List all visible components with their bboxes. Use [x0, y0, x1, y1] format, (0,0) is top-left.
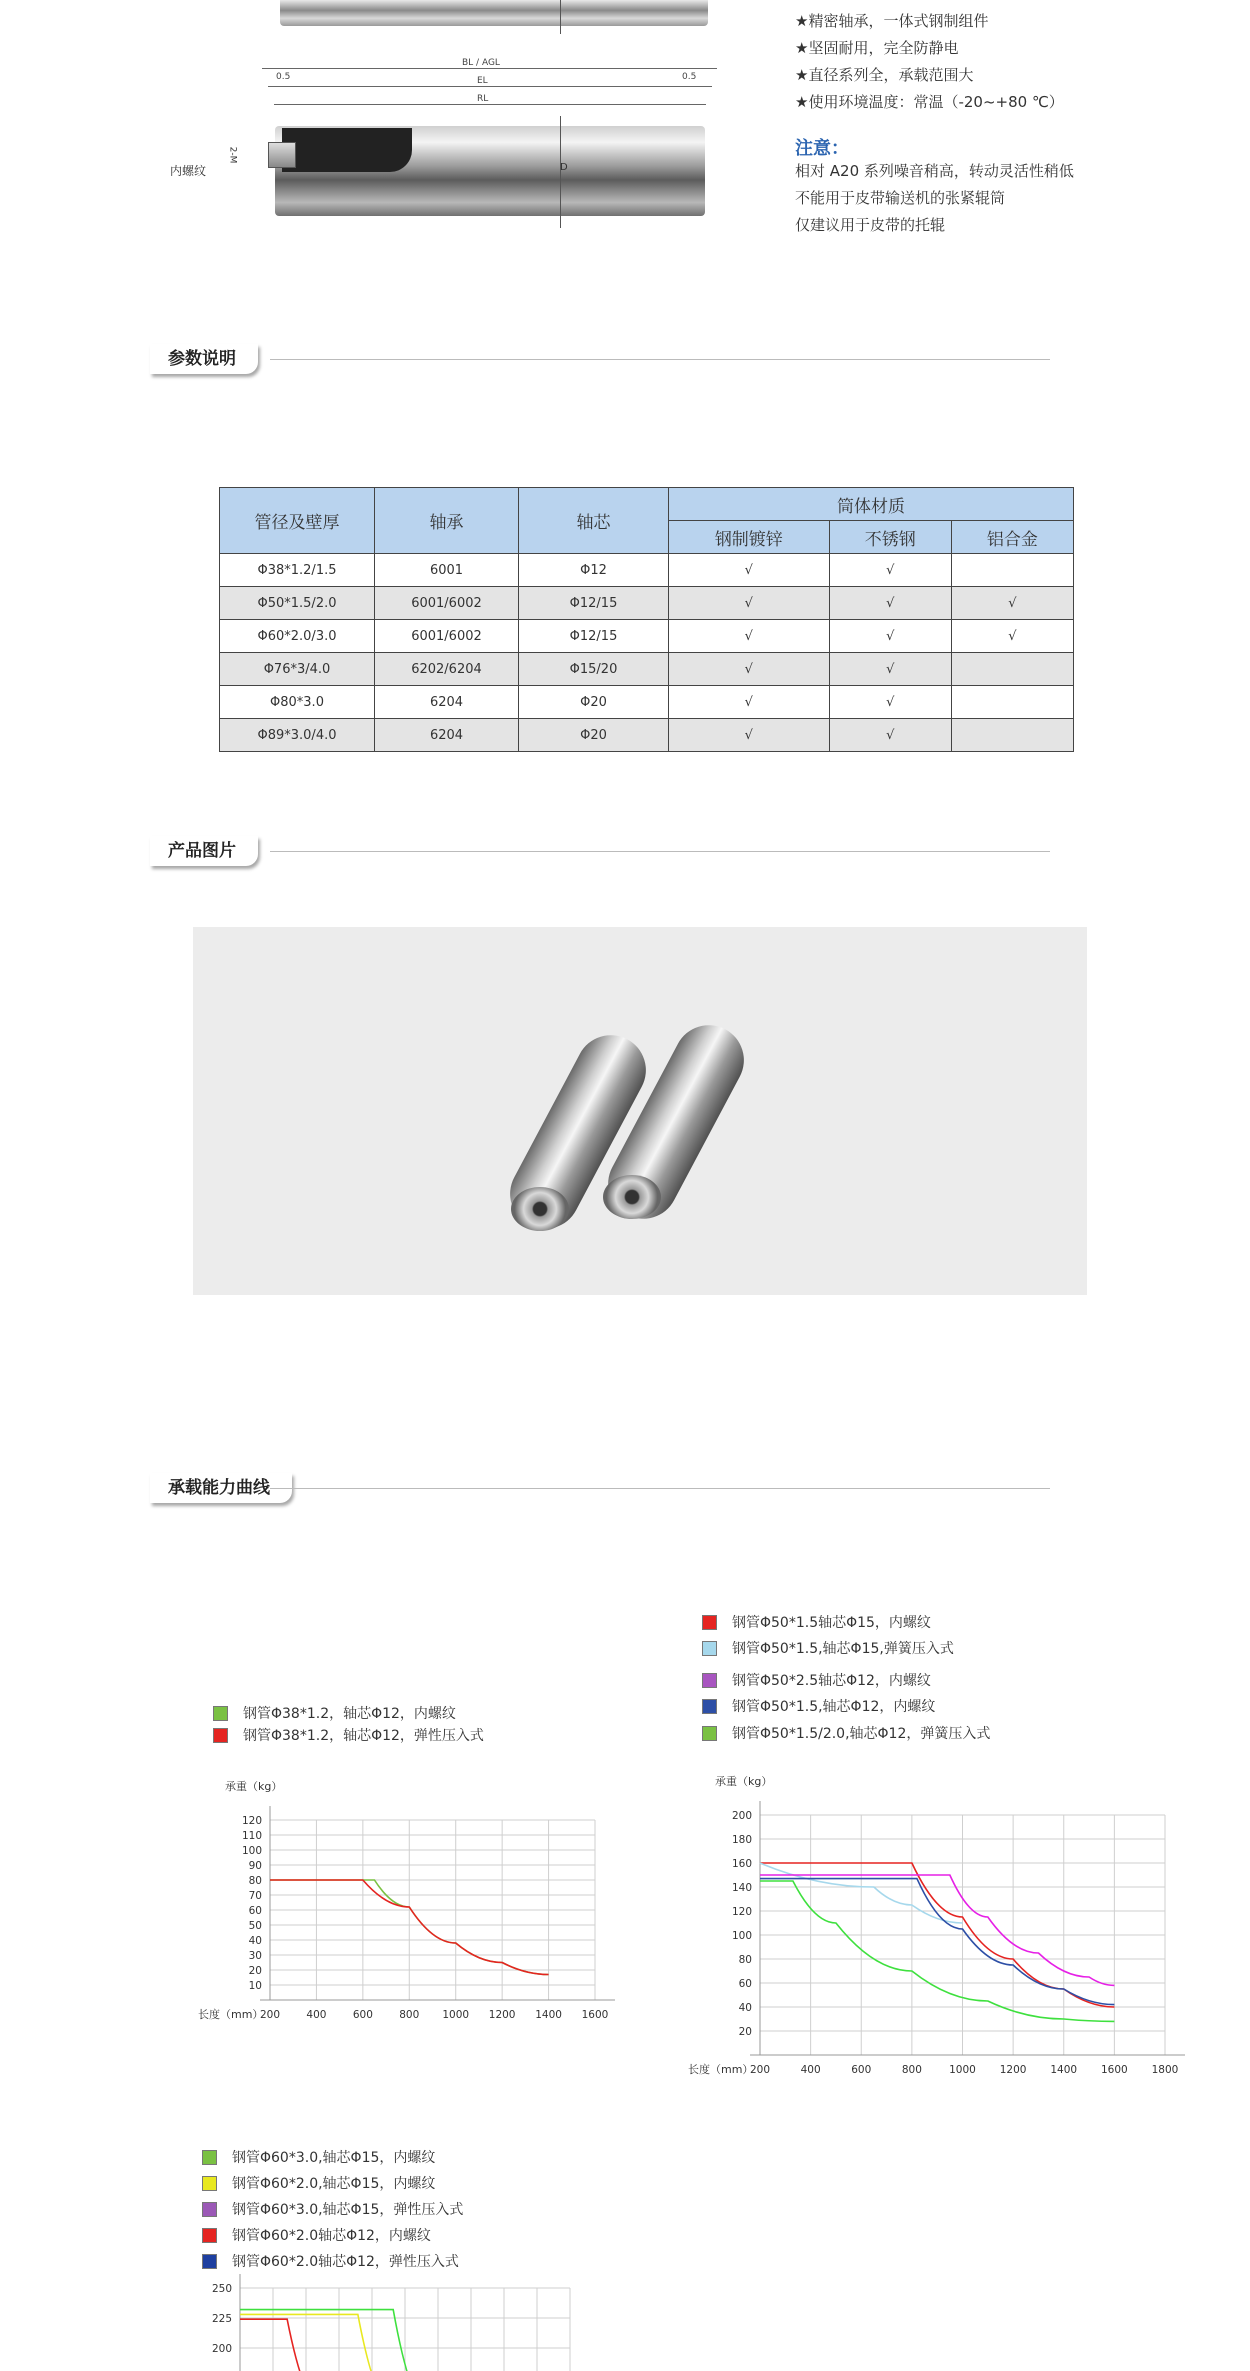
note-line: 不能用于皮带输送机的张紧辊筒 [795, 189, 1006, 207]
legend-label: 钢管Φ60*2.0,轴芯Φ15，内螺纹 [232, 2176, 436, 2192]
x-tick-label: 800 [901, 2064, 922, 2076]
table-cell: Φ12 [519, 554, 669, 587]
legend-swatch [702, 1673, 717, 1688]
chart3 [160, 2266, 590, 2371]
table-cell: Φ38*1.2/1.5 [220, 554, 375, 587]
legend-swatch [702, 1615, 717, 1630]
table-cell: Φ20 [519, 686, 669, 719]
y-tick-label: 80 [738, 1954, 752, 1966]
table-cell: √ [829, 587, 951, 620]
table-cell: 6001 [375, 554, 519, 587]
x-tick-label: 200 [259, 2009, 281, 2021]
legend-swatch [202, 2176, 217, 2191]
table-cell: 6204 [375, 719, 519, 752]
x-tick-label: 1600 [581, 2009, 609, 2021]
feature-list [795, 8, 1064, 116]
y-tick-label: 100 [241, 1845, 262, 1857]
note-title: 注意： [795, 138, 849, 159]
table-cell: Φ89*3.0/4.0 [220, 719, 375, 752]
table-cell: 6001/6002 [375, 620, 519, 653]
table-cell: Φ15/20 [519, 653, 669, 686]
series-line [240, 2319, 323, 2371]
table-cell: √ [669, 587, 830, 620]
spec-table [219, 487, 1074, 752]
y-tick-label: 225 [211, 2313, 232, 2325]
section-divider [270, 359, 1050, 360]
dim-right-offset: 0.5 [682, 72, 697, 82]
table-cell: Φ80*3.0 [220, 686, 375, 719]
legend-label: 钢管Φ38*1.2，轴芯Φ12，内螺纹 [243, 1706, 456, 1722]
table-cell: √ [669, 686, 830, 719]
table-cell: 6202/6204 [375, 653, 519, 686]
table-cell [951, 653, 1073, 686]
legend-label: 钢管Φ38*1.2，轴芯Φ12，弹性压入式 [243, 1728, 484, 1744]
x-tick-label: 1400 [535, 2009, 562, 2021]
x-tick-label: 1000 [949, 2064, 976, 2076]
table-cell: 6204 [375, 686, 519, 719]
table-row [220, 620, 1074, 653]
feature-item: ★坚固耐用，完全防静电 [795, 39, 959, 57]
legend-swatch [702, 1641, 717, 1656]
table-row [220, 587, 1074, 620]
table-cell: √ [829, 554, 951, 587]
table-cell: √ [829, 686, 951, 719]
series-line [760, 1879, 1114, 2005]
table-cell: √ [829, 620, 951, 653]
roller-section-cut [282, 128, 412, 172]
legend-label: 钢管Φ50*1.5/2.0,轴芯Φ12，弹簧压入式 [732, 1726, 991, 1742]
x-tick-label: 1800 [1151, 2064, 1179, 2076]
table-row [220, 554, 1074, 587]
table-cell [951, 719, 1073, 752]
table-cell: √ [669, 554, 830, 587]
note-body [795, 158, 1074, 239]
x-axis-label: 长度（mm） [688, 2063, 754, 2076]
y-tick-label: 50 [248, 1920, 262, 1932]
table-cell: Φ76*3/4.0 [220, 653, 375, 686]
section-title: 产品图片 [150, 836, 258, 866]
table-row [220, 719, 1074, 752]
y-tick-label: 20 [738, 2026, 752, 2038]
y-tick-label: 40 [248, 1935, 262, 1947]
legend-swatch [202, 2150, 217, 2165]
x-tick-label: 600 [352, 2009, 373, 2021]
dimension-drawing [262, 56, 722, 126]
y-tick-label: 160 [731, 1858, 752, 1870]
y-tick-label: 30 [248, 1950, 262, 1962]
x-tick-label: 400 [306, 2009, 327, 2021]
legend-swatch [702, 1699, 717, 1714]
table-cell: 6001/6002 [375, 587, 519, 620]
table-cell: √ [829, 653, 951, 686]
table-cell: Φ12/15 [519, 587, 669, 620]
y-tick-label: 140 [731, 1882, 752, 1894]
section-divider [270, 851, 1050, 852]
y-tick-label: 60 [738, 1978, 752, 1990]
x-tick-label: 400 [800, 2064, 821, 2076]
y-tick-label: 40 [738, 2002, 752, 2014]
chart2 [680, 1760, 1179, 2076]
x-tick-label: 200 [749, 2064, 771, 2076]
header-material: 筒体材质 [669, 488, 1074, 521]
legend-label: 钢管Φ60*2.0轴芯Φ12，弹性压入式 [232, 2254, 459, 2270]
thread-label: 内螺纹 [170, 164, 207, 178]
x-tick-label: 1600 [1101, 2064, 1128, 2076]
header-aluminum: 铝合金 [951, 521, 1073, 554]
legend-label: 钢管Φ60*3.0,轴芯Φ15，内螺纹 [232, 2150, 436, 2166]
header-shaft: 轴芯 [519, 488, 669, 554]
y-tick-label: 120 [241, 1815, 262, 1827]
dim-rl: RL [477, 94, 489, 104]
table-cell: √ [669, 719, 830, 752]
legend-label: 钢管Φ50*1.5轴芯Φ15，内螺纹 [732, 1615, 931, 1631]
roller-drawing-top [280, 0, 708, 26]
header-stainless: 不锈钢 [829, 521, 951, 554]
y-tick-label: 10 [248, 1980, 262, 1992]
legend-label: 钢管Φ50*2.5轴芯Φ12，内螺纹 [732, 1673, 931, 1689]
dim-el: EL [477, 76, 488, 86]
y-tick-label: 200 [211, 2343, 232, 2355]
legend-swatch [702, 1726, 717, 1741]
legend-swatch [213, 1728, 228, 1743]
table-cell: √ [951, 587, 1073, 620]
y-tick-label: 250 [211, 2283, 232, 2295]
section-title: 承载能力曲线 [150, 1473, 292, 1503]
series-line [760, 1881, 1114, 2021]
chart1 [190, 1765, 640, 2065]
x-tick-label: 600 [851, 2064, 872, 2076]
chart2-legend [702, 1612, 1122, 1742]
x-tick-label: 1200 [999, 2064, 1027, 2076]
section-divider [270, 1488, 1050, 1489]
table-cell: Φ50*1.5/2.0 [220, 587, 375, 620]
chart3-legend [202, 2147, 562, 2277]
note-line: 相对 A20 系列噪音稍高，转动灵活性稍低 [795, 162, 1074, 180]
table-cell: Φ20 [519, 719, 669, 752]
table-cell: Φ60*2.0/3.0 [220, 620, 375, 653]
note-line: 仅建议用于皮带的托辊 [795, 216, 946, 234]
y-tick-label: 80 [248, 1875, 262, 1887]
roller-shaft [268, 142, 296, 168]
roller-end-right [603, 1175, 661, 1219]
legend-swatch [202, 2202, 217, 2217]
table-cell: √ [669, 620, 830, 653]
roller-axis-line-top [560, 0, 561, 34]
y-tick-label: 180 [731, 1834, 752, 1846]
x-axis-label: 长度（mm） [198, 2008, 264, 2021]
table-row [220, 686, 1074, 719]
table-row [220, 653, 1074, 686]
section-title: 参数说明 [150, 344, 258, 374]
legend-label: 钢管Φ60*3.0,轴芯Φ15，弹性压入式 [232, 2202, 464, 2218]
y-tick-label: 110 [241, 1830, 262, 1842]
table-cell: Φ12/15 [519, 620, 669, 653]
y-axis-label: 承重（kg） [225, 1780, 283, 1793]
legend-swatch [202, 2228, 217, 2243]
chart1-legend [213, 1703, 573, 1753]
header-pipe: 管径及壁厚 [220, 488, 375, 554]
y-tick-label: 60 [248, 1905, 262, 1917]
x-tick-label: 1400 [1050, 2064, 1078, 2076]
x-tick-label: 1200 [488, 2009, 516, 2021]
table-cell [951, 554, 1073, 587]
feature-item: ★精密轴承，一体式钢制组件 [795, 12, 989, 30]
table-cell: √ [951, 620, 1073, 653]
y-axis-label: 承重（kg） [715, 1775, 773, 1788]
thread-m-label: 2-M [227, 146, 238, 164]
table-cell: √ [829, 719, 951, 752]
legend-label: 钢管Φ50*1.5,轴芯Φ12，内螺纹 [732, 1699, 936, 1715]
x-tick-label: 1000 [442, 2009, 470, 2021]
series-line [760, 1875, 1114, 1985]
series-line [240, 2314, 393, 2371]
diameter-d-label: D [560, 162, 568, 173]
feature-item: ★直径系列全，承载范围大 [795, 66, 974, 84]
feature-item: ★使用环境温度：常温（-20~+80 ℃） [795, 93, 1064, 111]
section-header-photos [150, 836, 1050, 876]
y-tick-label: 120 [731, 1906, 752, 1918]
table-cell [951, 686, 1073, 719]
y-tick-label: 20 [248, 1965, 262, 1977]
product-photo [193, 927, 1087, 1295]
section-header-params [150, 344, 1050, 384]
table-cell: √ [669, 653, 830, 686]
y-tick-label: 90 [248, 1860, 262, 1872]
legend-label: 钢管Φ60*2.0轴芯Φ12，内螺纹 [232, 2228, 431, 2244]
section-header-capacity [150, 1473, 1050, 1513]
roller-end-left [511, 1187, 569, 1231]
legend-label: 钢管Φ50*1.5,轴芯Φ15,弹簧压入式 [732, 1641, 954, 1657]
dim-bl-agl: BL / AGL [462, 58, 500, 68]
x-tick-label: 800 [399, 2009, 420, 2021]
legend-swatch [213, 1706, 228, 1721]
y-tick-label: 200 [731, 1810, 752, 1822]
dim-left-offset: 0.5 [276, 72, 291, 82]
y-tick-label: 100 [731, 1930, 752, 1942]
y-tick-label: 70 [248, 1890, 262, 1902]
header-bearing: 轴承 [375, 488, 519, 554]
header-steel: 钢制镀锌 [669, 521, 830, 554]
